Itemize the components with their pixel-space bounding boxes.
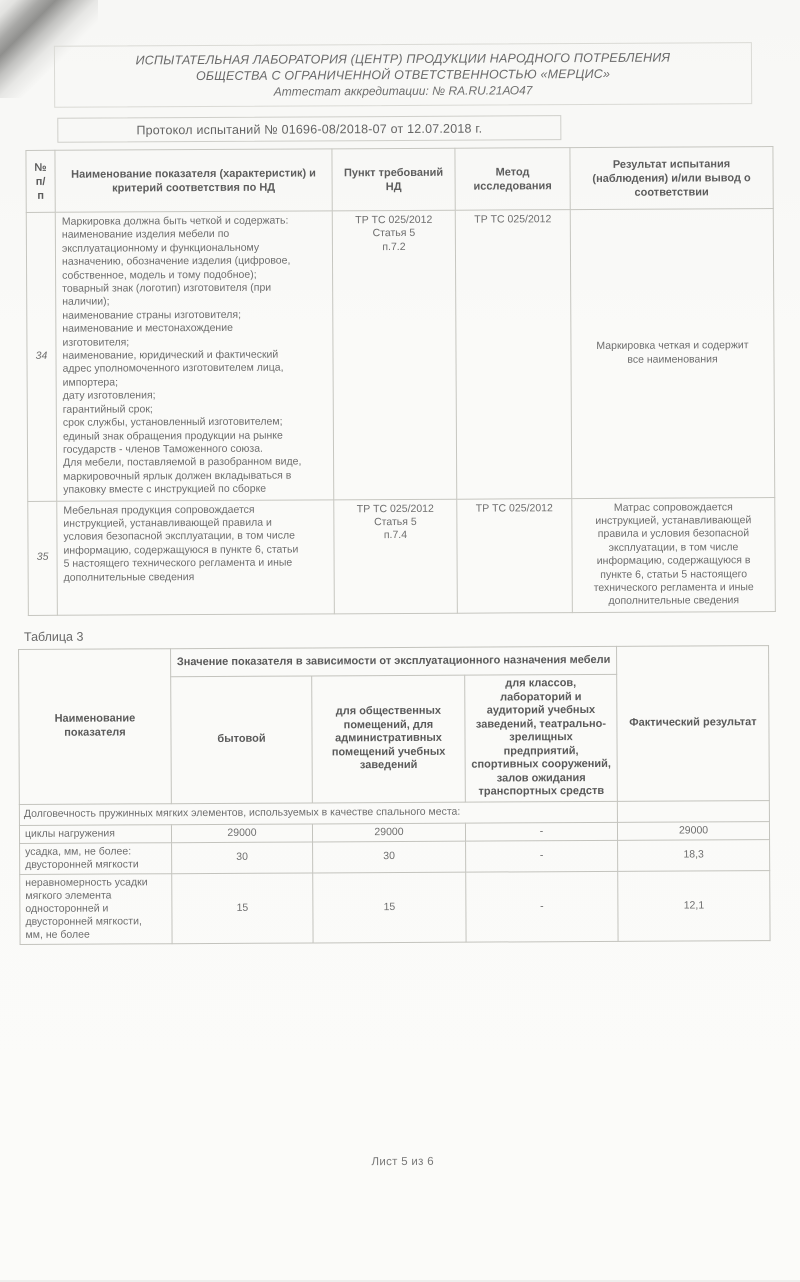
- results-table-header-row: [26, 147, 773, 213]
- unevenness-public: 15: [313, 872, 466, 943]
- unevenness-household: 15: [172, 872, 313, 943]
- row-34-number: 34: [26, 212, 57, 501]
- unevenness-classrooms: -: [466, 871, 618, 942]
- page-number-footer: [3, 1154, 800, 1170]
- col-header-actual-result: Фактический результат: [617, 646, 770, 801]
- row-35-result: Матрас сопровождается инструкцией, устанавливающей правила и условия безопасной эксплуатации, в том числе информацию, содержащуюся в пункте 6, статьи 5 настоящего технического регламента и иные дополнительные сведения: [572, 497, 776, 612]
- shrinkage-actual: 18,3: [618, 839, 770, 871]
- durability-table: [18, 645, 771, 944]
- table-row: [26, 209, 775, 501]
- col-header-household: бытовой: [171, 676, 313, 803]
- table-3-caption: Таблица 3: [23, 629, 84, 644]
- load-cycles-actual: 29000: [617, 821, 769, 840]
- laboratory-header-box: [54, 42, 752, 108]
- col-header-indicator-name: Наименование показателя (характеристик) и критерий соответствия по НД: [55, 149, 332, 212]
- accreditation-number: Аттестат аккредитации: № RA.RU.21АО47: [273, 83, 533, 99]
- load-cycles-household: 29000: [171, 823, 312, 842]
- protocol-title: Протокол испытаний № 01696-08/2018-07 от 12.07.2018 г.: [136, 121, 483, 137]
- col-header-indicator: Наименование показателя: [19, 649, 172, 804]
- col-header-requirement-clause: Пункт требований НД: [332, 148, 455, 211]
- laboratory-name-line-1: ИСПЫТАТЕЛЬНАЯ ЛАБОРАТОРИЯ (ЦЕНТР) ПРОДУКЦИИ НАРОДНОГО ПОТРЕБЛЕНИЯ: [135, 50, 671, 68]
- row-35-indicator: Мебельная продукция сопровождается инструкцией, устанавливающей правила и условия безопасной эксплуатации, в том числе информацию, содержащуюся в пункте 6, статьи 5 настоящего технического регламента и иные дополнительные сведения: [57, 499, 335, 615]
- row-35-number: 35: [28, 501, 58, 615]
- col-header-test-result: Результат испытания (наблюдения) и/или вывод о соответствии: [570, 147, 773, 210]
- col-header-public-premises: для общественных помещений, для административных помещений учебных заведений: [312, 675, 466, 802]
- table-row: [28, 497, 776, 615]
- col-header-classrooms: для классов, лабораторий и аудиторий учебных заведений, театрально-зрелищных предприятий, спортивных сооружений, залов ожидания транспортных средств: [465, 674, 618, 801]
- indicator-shrinkage: усадка, мм, не более: двусторонней мягкости: [20, 842, 172, 874]
- unevenness-actual: 12,1: [618, 870, 770, 941]
- load-cycles-public: 29000: [312, 823, 465, 842]
- indicator-load-cycles: циклы нагружения: [19, 824, 171, 843]
- col-header-value-group: Значение показателя в зависимости от эксплуатационного назначения мебели: [171, 646, 617, 676]
- table-row: [20, 870, 770, 944]
- protocol-title-box: [57, 115, 561, 143]
- col-header-test-method: Метод исследования: [455, 148, 570, 211]
- shrinkage-public: 30: [313, 841, 466, 873]
- table-row: [20, 839, 770, 874]
- load-cycles-classrooms: -: [465, 822, 617, 841]
- row-34-method: ТР ТС 025/2012: [455, 210, 572, 499]
- page-number-label: Лист 5 из 6: [371, 1155, 434, 1169]
- section-title-durability: Долговечность пружинных мягких элементов, используемых в качестве спального места:: [19, 801, 617, 825]
- section-empty-cell: [617, 800, 769, 822]
- shrinkage-classrooms: -: [466, 840, 618, 872]
- table-3-group-header-row: [19, 646, 769, 678]
- row-35-method: ТР ТС 025/2012: [457, 498, 573, 613]
- row-34-indicator: Маркировка должна быть четкой и содержать: наименование изделия мебели по эксплуатационному и функциональному назначению, обозначение изделия (цифровое, собственное, модель и тому подобное); товарный знак (логотип) изготовителя (при наличии); наименование страны изготовителя; наименование и местонахождение изготовителя; наименование, юридический и фактический адрес уполномоченного изготовителем лица, импортера; дату изготовления; гарантийный срок; срок службы, установленный изготовителем; единый знак обращения продукции на рынке государств - членов Таможенного союза. Для мебели, поставляемой в разобранном виде, маркировочный ярлык должен вкладываться в упаковку вместе с инструкцией по сборке: [55, 211, 334, 501]
- row-34-result: Маркировка четкая и содержит все наименования: [570, 209, 775, 499]
- shrinkage-household: 30: [172, 841, 313, 873]
- row-34-clause: ТР ТС 025/2012 Статья 5 п.7.2: [332, 210, 457, 499]
- col-header-row-number: № п/п: [26, 150, 55, 212]
- test-results-table: [25, 146, 775, 616]
- laboratory-name-line-2: ОБЩЕСТВА С ОГРАНИЧЕННОЙ ОТВЕТСТВЕННОСТЬЮ «МЕРЦИС»: [195, 66, 611, 84]
- row-35-clause: ТР ТС 025/2012 Статья 5 п.7.4: [334, 499, 458, 614]
- indicator-shrinkage-unevenness: неравномерность усадки мягкого элемента односторонней и двусторонней мягкости, мм, не более: [20, 873, 172, 944]
